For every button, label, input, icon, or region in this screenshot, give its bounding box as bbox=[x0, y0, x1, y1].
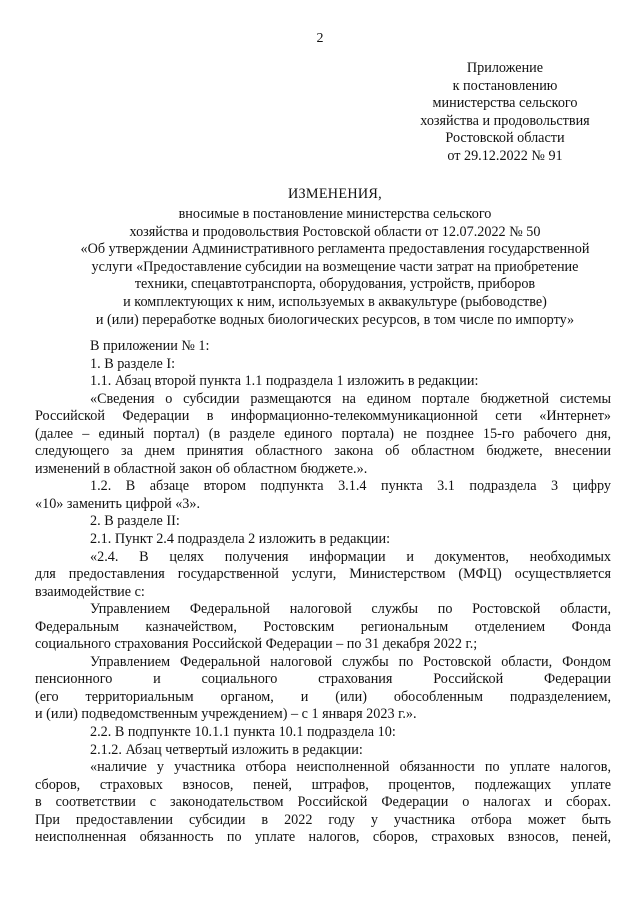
appendix-line: к постановлению bbox=[452, 77, 558, 94]
paragraph-line: «Сведения о субсидии размещаются на едином портале бюджетной системы bbox=[90, 390, 611, 407]
paragraph-line: (далее – единый портал) (в разделе единого портала) не позднее 15-го рабочего дня, bbox=[35, 425, 611, 442]
paragraph-line: взаимодействие с: bbox=[35, 583, 145, 600]
paragraph: 1.1. Абзац второй пункта 1.1 подраздела 1 изложить в редакции: bbox=[90, 373, 479, 390]
paragraph: В приложении № 1: bbox=[90, 338, 210, 354]
paragraph: 2.1. Пункт 2.4 подраздела 2 изложить в редакции: bbox=[90, 531, 391, 548]
subtitle-line: «Об утверждении Административного регламента предоставления государственной bbox=[80, 241, 590, 258]
appendix-line: от 29.12.2022 № 91 bbox=[447, 147, 563, 164]
paragraph-line: неисполненная обязанность по уплате налогов, сборов, страховых взносов, пеней, bbox=[35, 829, 611, 846]
paragraph-line: Российской Федерации в информационно-телекоммуникационной сети «Интернет» bbox=[35, 408, 611, 425]
paragraph-line: социального страхования Российской Федерации – по 31 декабря 2022 г.; bbox=[35, 636, 478, 653]
paragraph-line: изменений в областной закон об областном бюджете.». bbox=[35, 460, 368, 477]
paragraph-line: и (или) подведомственным учреждением) – с 1 января 2023 г.». bbox=[35, 706, 417, 723]
paragraph-line: для предоставления государственной услуги, Министерством (МФЦ) осуществляется bbox=[35, 566, 611, 583]
paragraph-line: «10» заменить цифрой «3». bbox=[35, 495, 201, 512]
paragraph: 2.1.2. Абзац четвертый изложить в редакции: bbox=[90, 741, 363, 758]
paragraph-line: «наличие у участника отбора неисполненной обязанности по уплате налогов, bbox=[90, 759, 611, 776]
subtitle-line: и комплектующих к ним, используемых в аквакультуре (рыбоводстве) bbox=[123, 293, 547, 310]
appendix-line: министерства сельского bbox=[432, 95, 578, 112]
page-number: 2 bbox=[316, 31, 324, 46]
paragraph-line: (его территориальным органом, и (или) обособленным подразделением, bbox=[35, 688, 611, 705]
subtitle-line: техники, спецавтотранспорта, оборудования, устройств, приборов bbox=[134, 276, 536, 293]
paragraph-line: в соответствии с законодательством Российской Федерации о налогах и сборах. bbox=[35, 794, 611, 811]
appendix-line: Приложение bbox=[466, 60, 544, 76]
paragraph-line: Управлением Федеральной налоговой службы по Ростовской области, Фондом bbox=[90, 653, 611, 670]
paragraph: 2. В разделе II: bbox=[90, 513, 180, 530]
paragraph-line: Федеральным казначейством, Ростовским региональным отделением Фонда bbox=[35, 618, 611, 635]
paragraph-line: 1.2. В абзаце втором подпункта 3.1.4 пункта 3.1 подраздела 3 цифру bbox=[90, 478, 611, 495]
paragraph: 1. В разделе I: bbox=[90, 355, 176, 372]
subtitle-line: хозяйства и продовольствия Ростовской области от 12.07.2022 № 50 bbox=[129, 223, 541, 240]
paragraph: 2.2. В подпункте 10.1.1 пункта 10.1 подраздела 10: bbox=[90, 724, 396, 741]
subtitle-line: услуги «Предоставление субсидии на возмещение части затрат на приобретение bbox=[91, 258, 579, 275]
subtitle-line: и (или) переработке водных биологических ресурсов, в том числе по импорту» bbox=[95, 311, 575, 328]
appendix-line: Ростовской области bbox=[445, 130, 565, 147]
document-subtitle bbox=[45, 206, 625, 329]
paragraph-line: Управлением Федеральной налоговой службы по Ростовской области, bbox=[90, 601, 611, 618]
paragraph-line: пенсионного и социального страхования Российской Федерации bbox=[35, 671, 611, 688]
paragraph-line: сборов, страховых взносов, пеней, штрафов, процентов, подлежащих уплате bbox=[35, 776, 611, 793]
document-body bbox=[35, 338, 611, 847]
appendix-block bbox=[405, 60, 605, 166]
title-block bbox=[45, 185, 625, 329]
appendix-line: хозяйства и продовольствия bbox=[420, 112, 590, 129]
subtitle-line: вносимые в постановление министерства сельского bbox=[178, 206, 492, 222]
paragraph-line: следующего за днем принятия областного закона об областном бюджете, внесении bbox=[35, 443, 611, 460]
paragraph-line: При предоставлении субсидии в 2022 году у участника отбора может быть bbox=[35, 811, 611, 828]
document-title: ИЗМЕНЕНИЯ, bbox=[287, 186, 383, 202]
paragraph-line: «2.4. В целях получения информации и документов, необходимых bbox=[90, 548, 611, 565]
